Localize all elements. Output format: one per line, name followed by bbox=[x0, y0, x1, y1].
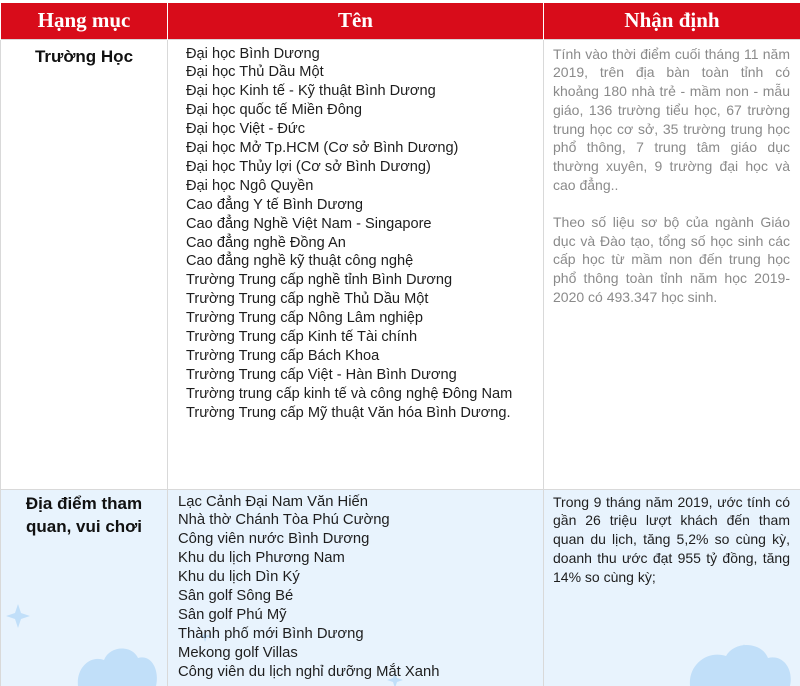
list-item: Sân golf Sông Bé bbox=[178, 588, 294, 605]
attraction-list bbox=[178, 493, 543, 682]
list-item: Trường Trung cấp Bách Khoa bbox=[186, 348, 380, 364]
list-item: Cao đẳng nghề Đồng An bbox=[186, 234, 346, 251]
schools-attractions-table bbox=[0, 3, 800, 686]
table-row-attractions bbox=[1, 489, 800, 686]
header-name: Tên bbox=[168, 3, 544, 39]
list-item: Cao đẳng Nghề Việt Nam - Singapore bbox=[186, 215, 432, 232]
list-item: Đại học Bình Dương bbox=[186, 45, 320, 62]
names-cell-schools bbox=[168, 39, 544, 489]
list-item: Lạc Cảnh Đại Nam Văn Hiến bbox=[178, 493, 368, 510]
school-list bbox=[186, 45, 543, 423]
table-header-row bbox=[1, 3, 800, 39]
list-item: Trường Trung cấp Nông Lâm nghiệp bbox=[186, 310, 424, 327]
list-item: Đại học Kinh tế - Kỹ thuật Bình Dương bbox=[186, 83, 436, 100]
assessment-cell-schools bbox=[544, 39, 800, 489]
list-item: Cao đẳng Y tế Bình Dương bbox=[186, 196, 364, 213]
list-item: Đại học quốc tế Miền Đông bbox=[186, 102, 363, 119]
list-item: Đại học Thủ Dầu Một bbox=[186, 64, 324, 81]
assessment-paragraph: Trong 9 tháng năm 2019, ước tính có gần 26 triệu lượt khách đến tham quan du lịch, tăng 5,2% so cùng kỳ, doanh thu ước đạt 955 tỷ đồng, tăng 14% so cùng kỳ; bbox=[553, 493, 790, 585]
list-item: Đại học Mở Tp.HCM (Cơ sở Bình Dương) bbox=[186, 140, 459, 157]
list-item: Trường Trung cấp Mỹ thuật Văn hóa Bình Dương. bbox=[186, 404, 511, 421]
list-item: Khu du lịch Dìn Ký bbox=[178, 569, 300, 586]
category-cell-attractions: Địa điểm tham quan, vui chơi bbox=[1, 489, 168, 686]
list-item: Đại học Ngô Quyền bbox=[186, 177, 314, 194]
list-item: Đại học Thủy lợi (Cơ sở Bình Dương) bbox=[186, 158, 431, 175]
names-cell-attractions bbox=[168, 489, 544, 686]
list-item: Sân golf Phú Mỹ bbox=[178, 606, 287, 623]
header-assessment: Nhận định bbox=[544, 3, 800, 39]
list-item: Công viên du lịch nghỉ dưỡng Mắt Xanh bbox=[178, 663, 440, 680]
assessment-paragraph: Tính vào thời điểm cuối tháng 11 năm 2019, trên địa bàn toàn tỉnh có khoảng 180 nhà trẻ - mầm non - mẫu giáo, 136 trường tiểu học, 67 trường trung học cơ sở, 35 trường trung học phổ thông, 7 trung tâm giáo dục thường xuyên, 9 trường đại học và cao đẳng.. bbox=[553, 45, 790, 194]
list-item: Trường Trung cấp Việt - Hàn Bình Dương bbox=[186, 366, 457, 383]
list-item: Khu du lịch Phương Nam bbox=[178, 550, 345, 567]
list-item: Mekong golf Villas bbox=[178, 644, 298, 661]
list-item: Cao đẳng nghề kỹ thuật công nghệ bbox=[186, 253, 414, 270]
list-item: Trường Trung cấp nghề Thủ Dầu Một bbox=[186, 291, 429, 308]
list-item: Nhà thờ Chánh Tòa Phú Cường bbox=[178, 512, 390, 529]
list-item: Trường Trung cấp nghề tỉnh Bình Dương bbox=[186, 272, 453, 289]
list-item: Đại học Việt - Đức bbox=[186, 121, 305, 138]
list-item: Trường Trung cấp Kinh tế Tài chính bbox=[186, 329, 418, 346]
assessment-cell-attractions bbox=[544, 489, 800, 686]
list-item: Công viên nước Bình Dương bbox=[178, 531, 370, 548]
header-category: Hạng mục bbox=[1, 3, 168, 39]
table-row-schools bbox=[1, 39, 800, 489]
list-item: Trường trung cấp kinh tế và công nghệ Đông Nam bbox=[186, 385, 513, 402]
list-item: Thành phố mới Bình Dương bbox=[178, 625, 364, 642]
assessment-paragraph: Theo số liệu sơ bộ của ngành Giáo dục và Đào tạo, tổng số học sinh các cấp học từ mầm non đến trung học phổ thông toàn tỉnh năm học 2019-2020 có 493.347 học sinh. bbox=[553, 213, 790, 306]
category-cell-schools: Trường Học bbox=[1, 39, 168, 489]
